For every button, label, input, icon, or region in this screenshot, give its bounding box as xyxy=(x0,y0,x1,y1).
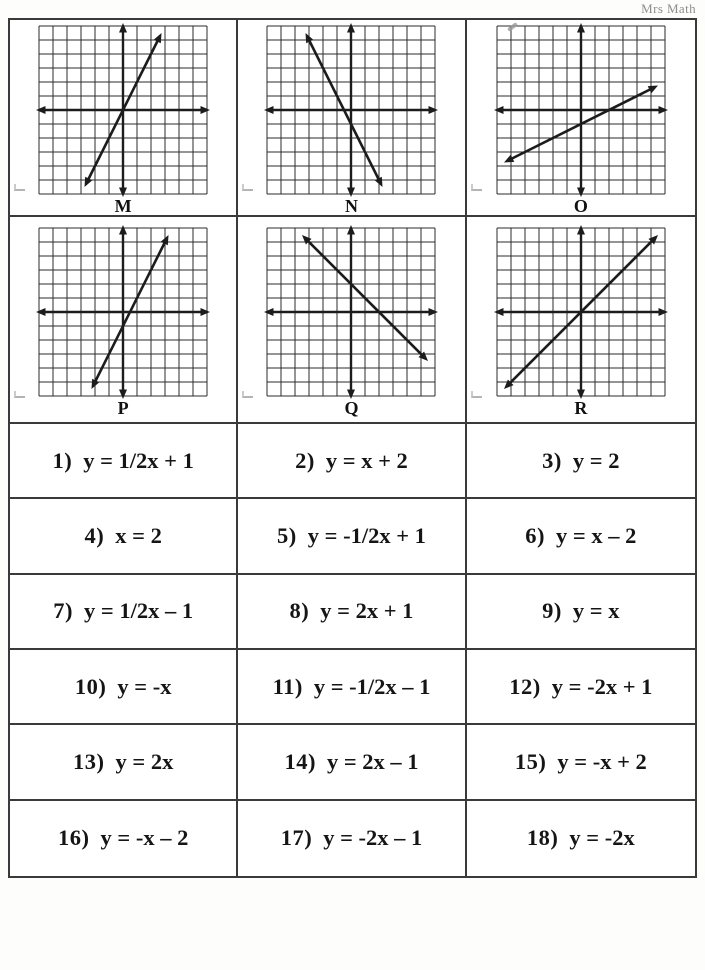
graph-cell-R xyxy=(467,217,695,424)
equation-text: y = -1/2x + 1 xyxy=(307,522,426,548)
graph-cell-N xyxy=(238,20,466,217)
graph-label-Q: Q xyxy=(344,398,359,418)
equation-text: x = 2 xyxy=(115,522,162,548)
graph-label-M: M xyxy=(114,196,132,216)
graph-label-N: N xyxy=(344,196,358,216)
equation-number: 16) xyxy=(58,825,90,851)
equation-text: y = -x – 2 xyxy=(100,825,189,851)
scan-artifact-icon xyxy=(242,184,253,191)
equation-number: 5) xyxy=(277,522,297,548)
equation-cell-14 xyxy=(238,725,466,800)
graph-plot-Q xyxy=(263,224,439,400)
equation-number: 2) xyxy=(295,447,315,473)
equation-cell-2 xyxy=(238,424,466,499)
equation-cell-16 xyxy=(10,801,238,876)
equation-text: y = 2x – 1 xyxy=(326,748,419,774)
equation-text: y = 2 xyxy=(572,447,620,473)
equation-text: y = 1/2x – 1 xyxy=(84,598,194,624)
equation-text: y = -2x + 1 xyxy=(551,673,653,699)
graph-Q-svg xyxy=(263,224,439,400)
equation-text: y = x + 2 xyxy=(325,447,408,473)
graph-plot-R xyxy=(493,224,669,400)
graph-cell-M xyxy=(10,20,238,217)
equation-number: 13) xyxy=(73,748,105,774)
scan-artifact-icon xyxy=(471,391,482,398)
graph-N-svg xyxy=(263,22,439,198)
graph-M-svg xyxy=(35,22,211,198)
graph-cell-O xyxy=(467,20,695,217)
equation-cell-17 xyxy=(238,801,466,876)
graph-label-P: P xyxy=(117,398,129,418)
scan-artifact-icon xyxy=(14,391,25,398)
equation-number: 17) xyxy=(280,825,313,851)
graph-label-O: O xyxy=(573,196,588,216)
equation-number: 7) xyxy=(53,598,73,624)
equation-text: y = -2x – 1 xyxy=(323,825,423,851)
equation-cell-18 xyxy=(467,801,695,876)
equation-cell-11 xyxy=(238,650,466,725)
graph-cell-Q xyxy=(238,217,466,424)
equation-text: y = -1/2x – 1 xyxy=(313,673,431,699)
equation-cell-7 xyxy=(10,575,238,650)
equation-number: 12) xyxy=(509,673,541,699)
equation-number: 6) xyxy=(525,522,546,548)
equation-number: 8) xyxy=(289,598,310,624)
equation-number: 18) xyxy=(526,825,559,851)
equation-text: y = -x xyxy=(117,673,172,699)
equation-text: y = x xyxy=(572,598,620,624)
equation-number: 1) xyxy=(52,447,73,473)
equation-number: 11) xyxy=(272,673,303,699)
equation-cell-12 xyxy=(467,650,695,725)
equation-number: 14) xyxy=(284,748,316,774)
equation-text: y = x – 2 xyxy=(556,522,637,548)
graph-label-R: R xyxy=(574,398,588,418)
graph-plot-O xyxy=(493,22,669,198)
equation-cell-13 xyxy=(10,725,238,800)
equation-number: 15) xyxy=(514,748,547,774)
equation-cell-1 xyxy=(10,424,238,499)
equation-text: y = 2x xyxy=(115,748,174,774)
graph-plot-M xyxy=(35,22,211,198)
equation-number: 10) xyxy=(74,673,107,699)
equation-cell-6 xyxy=(467,499,695,574)
graph-plot-N xyxy=(263,22,439,198)
scan-artifact-icon xyxy=(471,184,482,191)
scan-artifact-icon xyxy=(242,391,253,398)
equation-text: y = -x + 2 xyxy=(557,748,647,774)
equation-cell-5 xyxy=(238,499,466,574)
scan-artifact-icon xyxy=(14,184,25,191)
graph-plot-P xyxy=(35,224,211,400)
equation-text: y = 2x + 1 xyxy=(320,598,414,624)
equation-cell-8 xyxy=(238,575,466,650)
equation-number: 4) xyxy=(84,522,105,548)
brand-watermark: Mrs Math xyxy=(641,1,696,16)
graph-R-svg xyxy=(493,224,669,400)
graph-O-svg xyxy=(493,22,669,198)
equation-text: y = -2x xyxy=(569,825,635,851)
equation-cell-9 xyxy=(467,575,695,650)
match-table xyxy=(8,18,697,878)
graph-cell-P xyxy=(10,217,238,424)
equation-number: 3) xyxy=(542,447,562,473)
equation-cell-4 xyxy=(10,499,238,574)
equation-cell-3 xyxy=(467,424,695,499)
equation-cell-15 xyxy=(467,725,695,800)
equation-cell-10 xyxy=(10,650,238,725)
equation-text: y = 1/2x + 1 xyxy=(83,447,194,473)
graph-P-svg xyxy=(35,224,211,400)
equation-number: 9) xyxy=(542,598,562,624)
